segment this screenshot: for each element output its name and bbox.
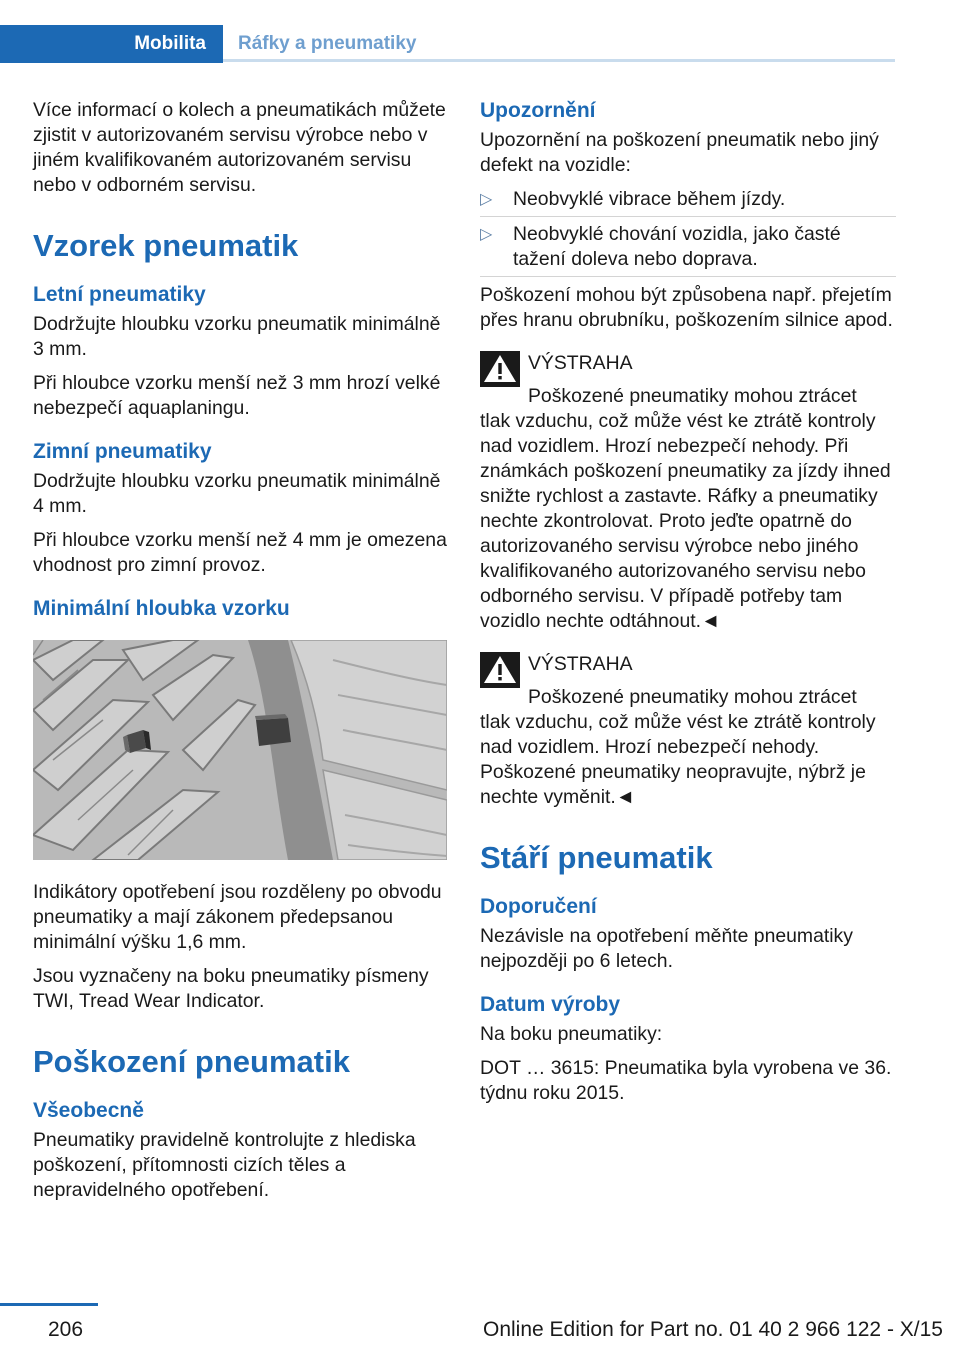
triangle-bullet-icon: ▷ (480, 191, 493, 208)
warning-triangle-icon (480, 351, 520, 387)
recommendation-heading: Doporučení (480, 895, 597, 918)
tab-mobilita[interactable] (0, 25, 223, 63)
footer-rule (0, 1303, 98, 1306)
winter-p1: Dodržujte hloubku vzorku pneumatik minimálně 4 mm. (33, 470, 441, 517)
production-p2: DOT … 3615: Pneumatika byla vyrobena ve 36. týdnu roku 2015. (480, 1057, 892, 1104)
warning-box (480, 652, 896, 810)
header-rule (223, 59, 895, 62)
min-depth-p1: Indikátory opotřebení jsou rozděleny po obvodu pneumatiky a mají zákonem předepsanou minimální výšku 1,6 mm. (33, 881, 442, 953)
list-item-text: Neobvyklé vibrace během jízdy. (513, 188, 786, 210)
edition-note: Online Edition for Part no. 01 40 2 966 122 - X/15 (483, 1318, 943, 1341)
warning-title: VÝSTRAHA (528, 653, 633, 675)
notice-p2: Poškození mohou být způsobena např. přejetím přes hranu obrubníku, poškozením silnice apod. (480, 284, 893, 331)
summer-p2: Při hloubce vzorku menší než 3 mm hrozí velké nebezpečí aquaplaningu. (33, 372, 441, 419)
winter-p2: Při hloubce vzorku menší než 4 mm je omezena vhodnost pro zimní provoz. (33, 529, 447, 576)
warning-text: tlak vzduchu, což může vést ke ztrátě kontroly nad vozidlem. Hrozí nebezpečí nehody. Poškozené pneumatiky neopravujte, nýbrž je nechte vyměnit.◄ (480, 711, 876, 808)
warning-text: tlak vzduchu, což může vést ke ztrátě kontroly nad vozidlem. Hrozí nebezpečí nehody. Při známkách poškození pneumatiky za jízdy ihned snižte rychlost a zastavte. Ráfky a pneumatiky nechte zkontrolovat. Proto jeďte opatrně do autorizovaného servisu výrobce nebo jiného kvalifikovaného autorizovaného servisu nebo odborného servisu. V případě potřeby tam vozidlo nechte odtáhnout.◄ (480, 410, 891, 632)
summer-p1: Dodržujte hloubku vzorku pneumatik minimálně 3 mm. (33, 313, 441, 360)
production-p1: Na boku pneumatiky: (480, 1023, 663, 1045)
min-depth-heading: Minimální hloubka vzorku (33, 597, 290, 620)
notice-heading: Upozornění (480, 99, 596, 122)
tab-mobilita-label: Mobilita (134, 33, 206, 54)
winter-tires-heading: Zimní pneumatiky (33, 440, 212, 463)
age-heading: Stáří pneumatik (480, 840, 713, 875)
tire-tread-photo (33, 640, 447, 860)
general-heading: Všeobecně (33, 1099, 144, 1122)
list-item-text: Neobvyklé chování vozidla, jako časté tažení doleva nebo doprava. (513, 223, 841, 270)
tread-heading: Vzorek pneumatik (33, 228, 299, 263)
warning-first-line: Poškozené pneumatiky mohou ztrácet (528, 385, 857, 407)
notice-p1: Upozornění na poškození pneumatik nebo jiný defekt na vozidle: (480, 129, 879, 176)
recommendation-p1: Nezávisle na opotřebení měňte pneumatiky nejpozději po 6 letech. (480, 925, 853, 972)
production-heading: Datum výroby (480, 993, 621, 1016)
general-p1: Pneumatiky pravidelně kontrolujte z hlediska poškození, přítomnosti cizích těles a nepravidelného opotřebení. (33, 1129, 416, 1201)
summer-tires-heading: Letní pneumatiky (33, 283, 206, 306)
warning-box (480, 351, 896, 634)
page-header (0, 25, 895, 63)
warning-first-line: Poškozené pneumatiky mohou ztrácet (528, 686, 857, 708)
damage-heading: Poškození pneumatik (33, 1044, 350, 1079)
page-number: 206 (48, 1318, 84, 1341)
notice-list (480, 187, 896, 277)
section-title[interactable]: Ráfky a pneumatiky (238, 33, 417, 54)
warning-title: VÝSTRAHA (528, 352, 633, 374)
triangle-bullet-icon: ▷ (480, 226, 493, 243)
intro-paragraph: Více informací o kolech a pneumatikách můžete zjistit v autorizovaném servisu výrobce nebo v jiném kvalifikovaném autorizovaném servisu nebo v odborném servisu. (33, 99, 446, 196)
list-item (480, 187, 896, 217)
warning-triangle-icon (480, 652, 520, 688)
right-column (480, 98, 896, 1115)
list-item (480, 222, 896, 277)
min-depth-p2: Jsou vyznačeny na boku pneumatiky písmeny TWI, Tread Wear Indicator. (33, 965, 429, 1012)
left-column (33, 98, 449, 1212)
